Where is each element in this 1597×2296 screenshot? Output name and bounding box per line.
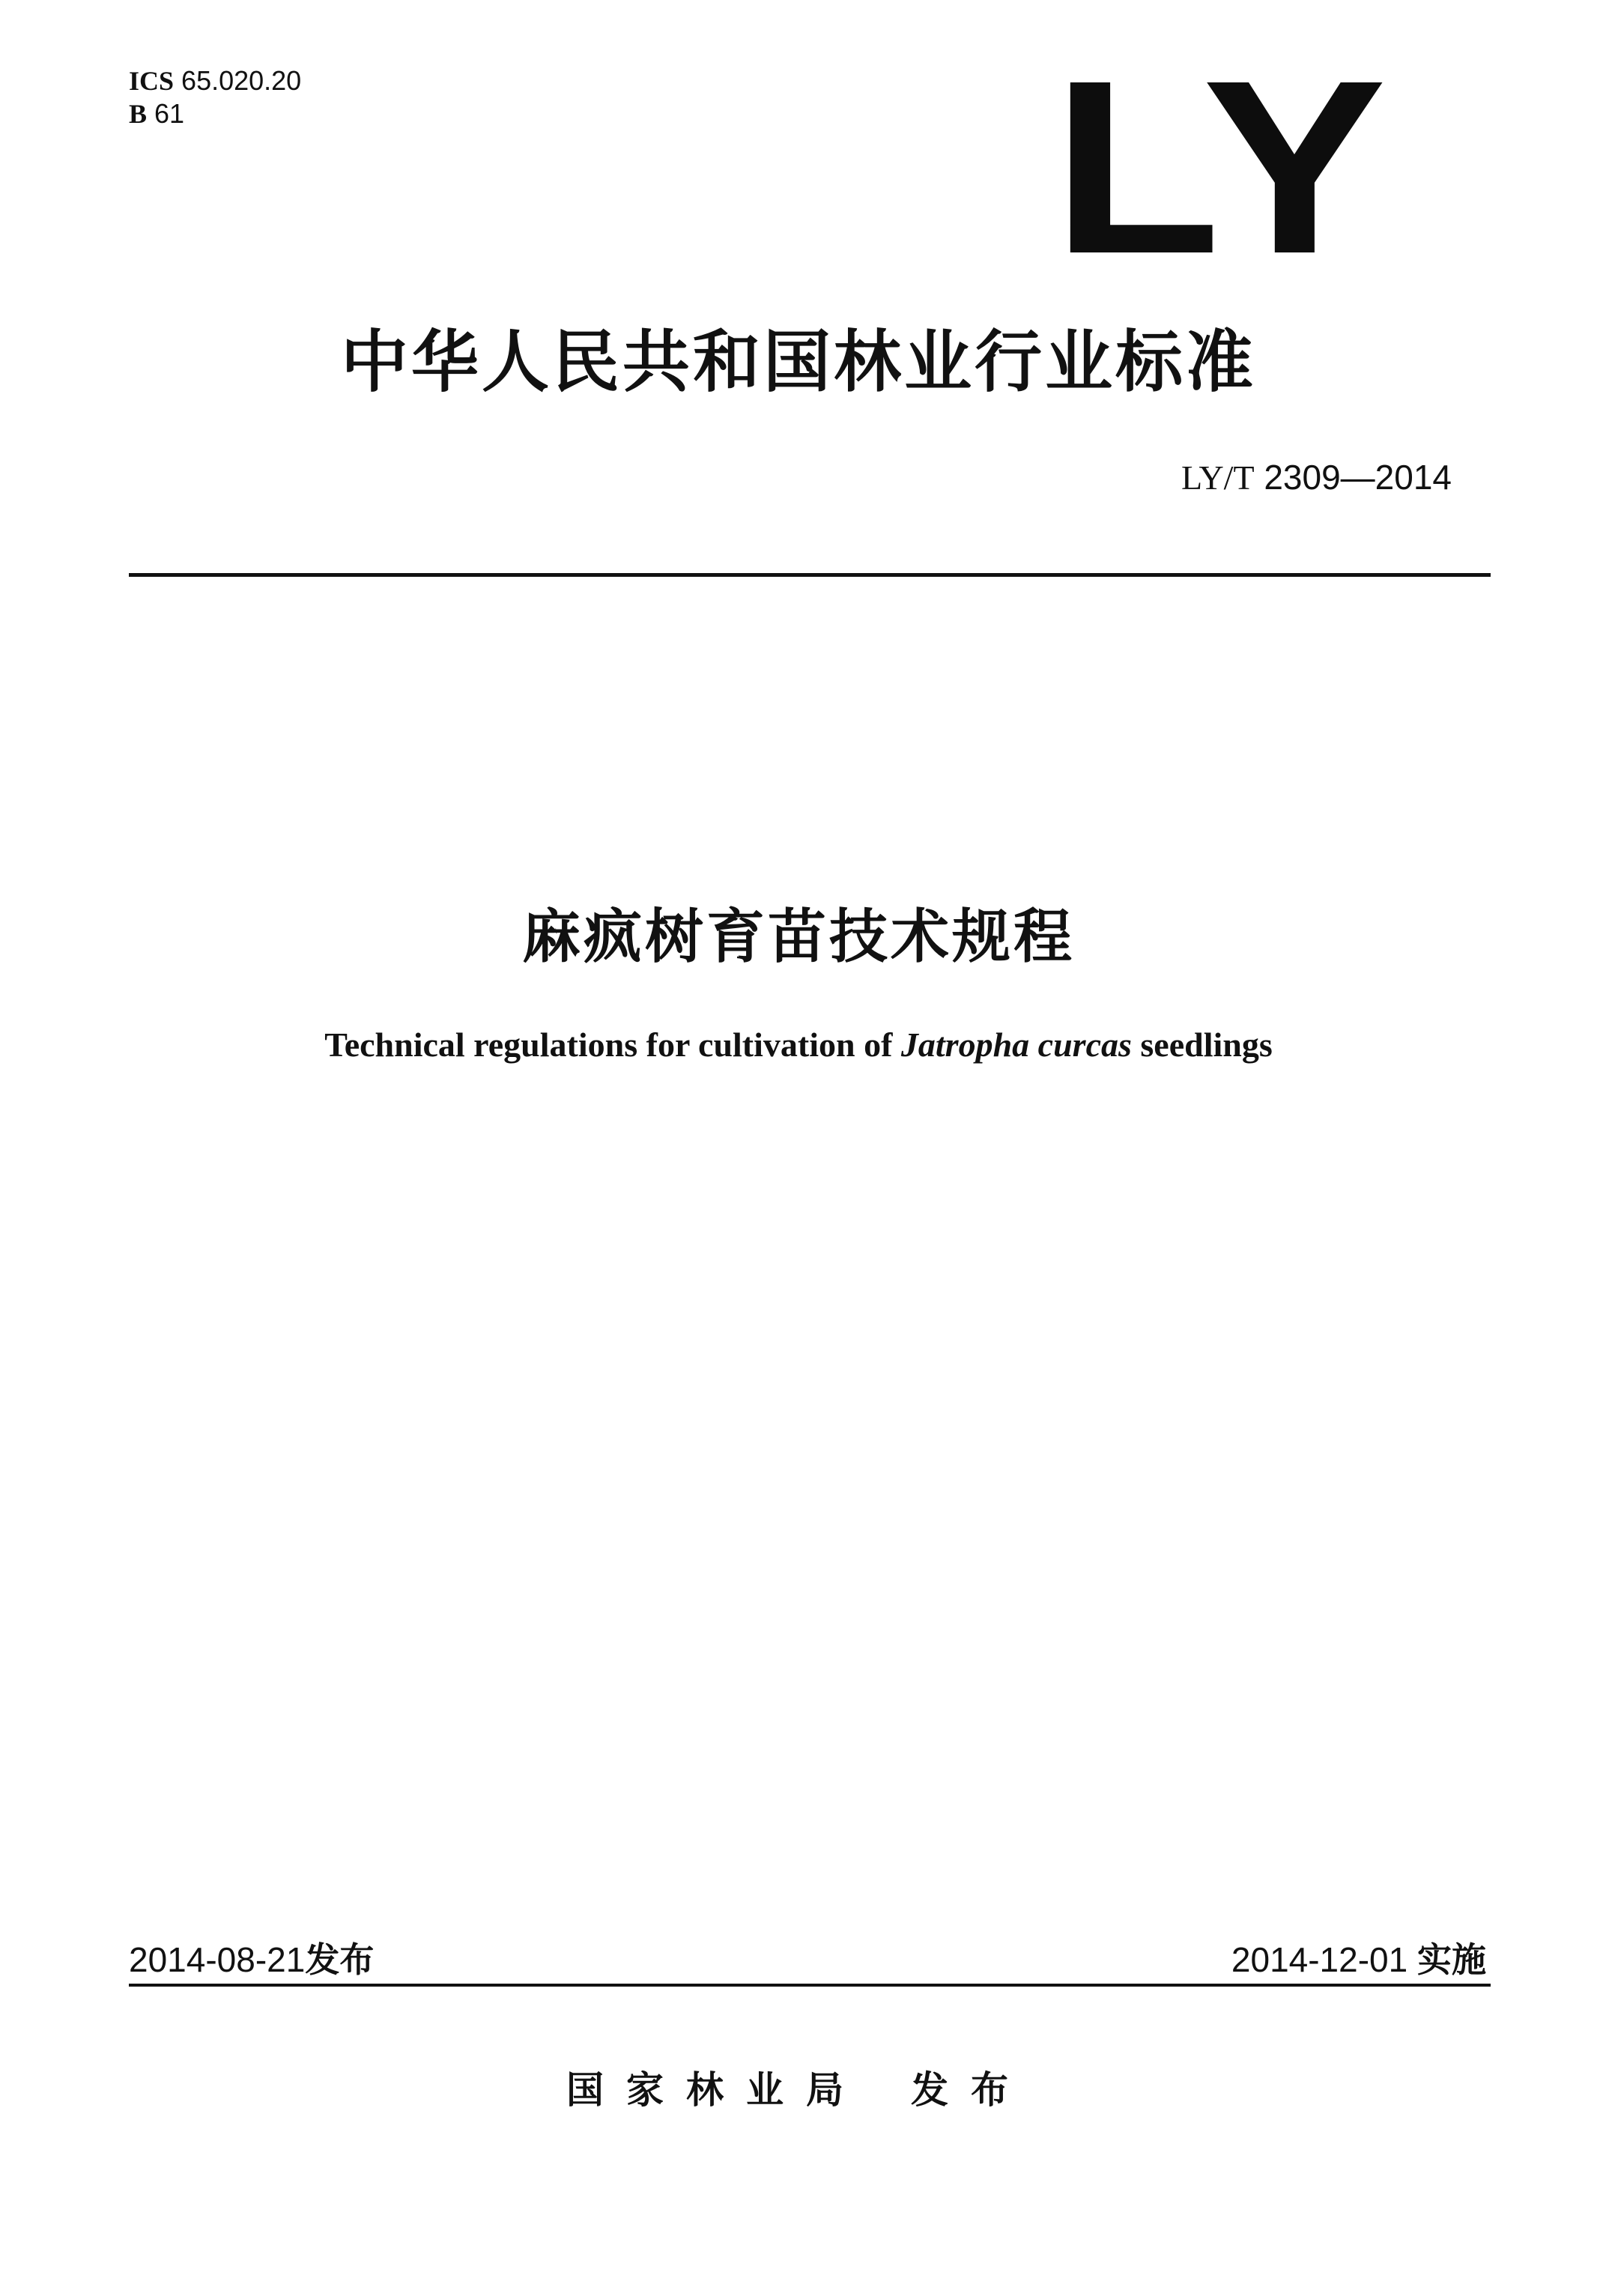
ccs-code bbox=[129, 97, 301, 130]
title-en-before: Technical regulations for cultivation of bbox=[324, 1026, 893, 1064]
title-en-species: Jatropha curcas bbox=[900, 1026, 1132, 1064]
document-title-english bbox=[0, 1025, 1597, 1064]
ics-label: ICS bbox=[129, 66, 175, 96]
publisher-action: 发布 bbox=[911, 2068, 1031, 2112]
top-divider bbox=[129, 573, 1491, 577]
standard-number bbox=[1181, 457, 1452, 497]
classification-codes bbox=[129, 64, 301, 130]
standard-number-value: 2309—2014 bbox=[1264, 458, 1452, 497]
publish-date-value: 2014-08-21 bbox=[129, 1940, 306, 1979]
implement-date-value: 2014-12-01 bbox=[1231, 1940, 1408, 1979]
publish-date bbox=[129, 1933, 374, 1982]
ccs-label: B bbox=[129, 99, 148, 129]
standard-mark-logo: LY bbox=[1051, 28, 1393, 305]
implement-date bbox=[1231, 1933, 1486, 1982]
implement-date-label: 实施 bbox=[1417, 1939, 1486, 1980]
ics-value: 65.020.20 bbox=[181, 65, 302, 96]
publish-date-label: 发布 bbox=[305, 1939, 375, 1980]
publisher-line bbox=[0, 2060, 1597, 2114]
document-title-chinese: 麻疯树育苗技术规程 bbox=[521, 903, 1075, 971]
publisher-organization: 国家林业局 bbox=[566, 2068, 866, 2112]
standard-number-prefix: LY/T bbox=[1181, 458, 1255, 497]
ics-code bbox=[129, 64, 301, 97]
ccs-value: 61 bbox=[154, 98, 185, 129]
title-en-after: seedlings bbox=[1140, 1026, 1273, 1064]
bottom-divider bbox=[129, 1984, 1491, 1987]
standard-category-heading: 中华人民共和国林业行业标准 bbox=[341, 323, 1256, 402]
